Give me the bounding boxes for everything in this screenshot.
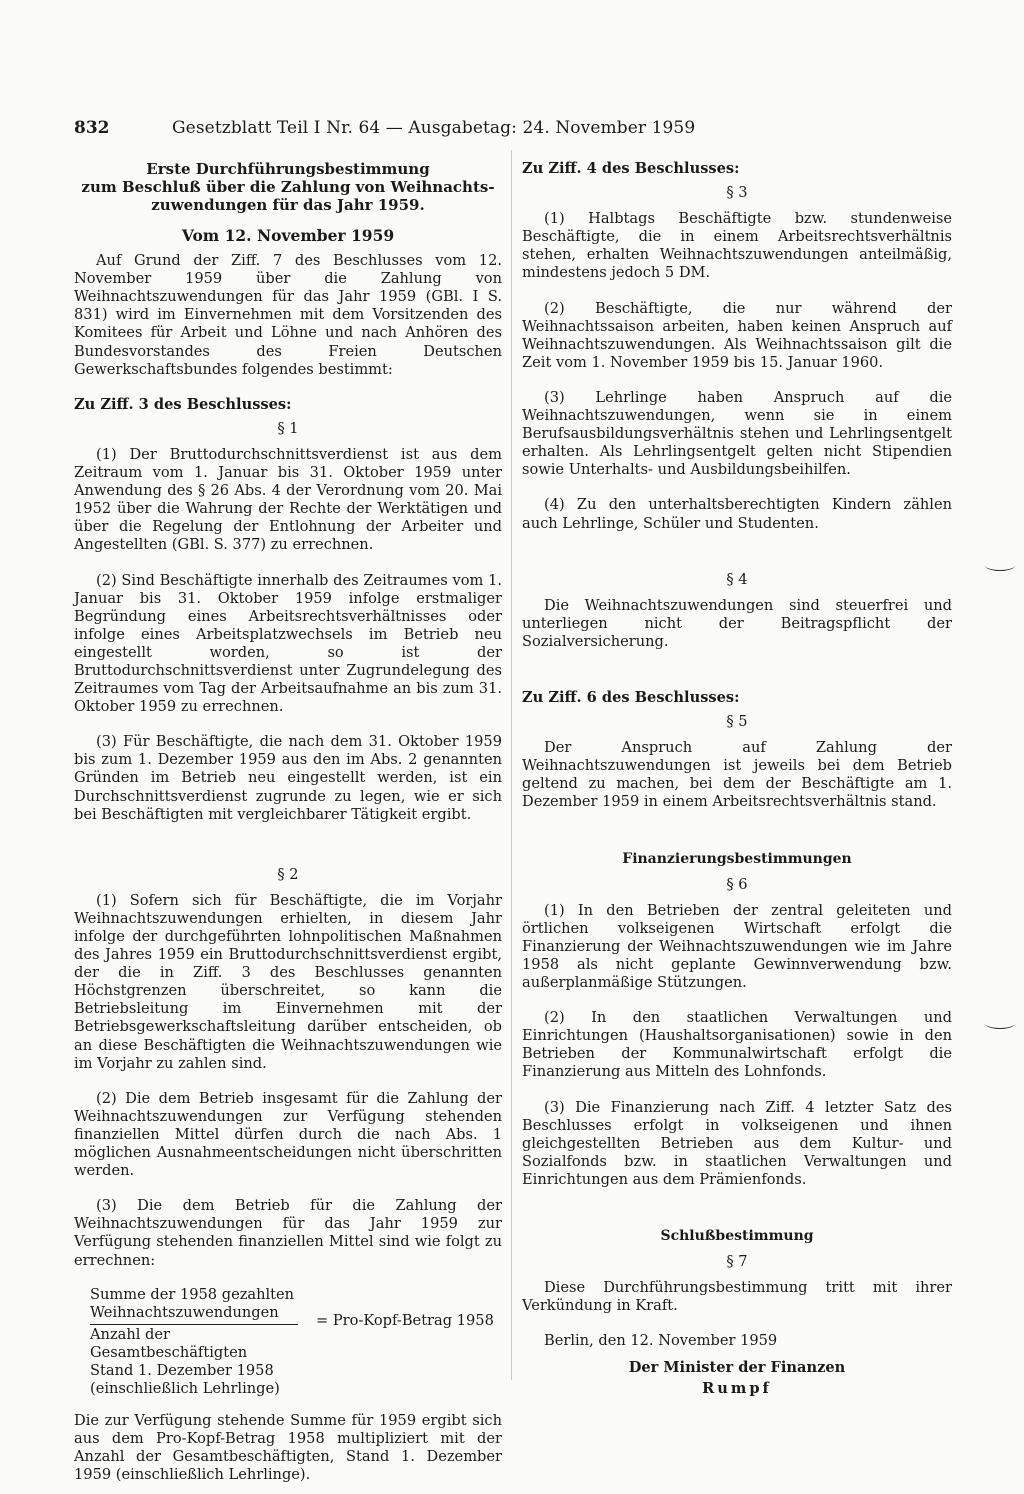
place-date: Berlin, den 12. November 1959 bbox=[544, 1332, 778, 1350]
s2-paragraph-3: (3) Die dem Betrieb für die Zahlung der Weihnachtszuwendungen für das Jahr 1959 zur Verfügung stehenden finanziellen Mittel sind wie folgt zu errechnen: bbox=[74, 1197, 502, 1269]
s5-paragraph-1: Der Anspruch auf Zahlung der Weihnachtszuwendungen ist jeweils bei dem Betrieb geltend zu machen, bei dem der Beschäftigte am 1. Dezember 1959 in einem Arbeitsrechtsverhältnis stand. bbox=[522, 739, 952, 811]
formula-line: Gesamtbeschäftigten bbox=[90, 1343, 248, 1361]
column-divider bbox=[511, 150, 512, 1380]
s3-paragraph-4: (4) Zu den unterhaltsberechtigten Kindern zählen auch Lehrlinge, Schüler und Studenten. bbox=[522, 496, 952, 532]
s7-paragraph-1: Diese Durchführungsbestimmung tritt mit ihrer Verkündung in Kraft. bbox=[522, 1279, 952, 1315]
s3-paragraph-2: (2) Beschäftigte, die nur während der Weihnachtssaison arbeiten, haben keinen Anspruch auf Weihnachtszuwendungen. Als Weihnachtssaison gilt die Zeit vom 1. November 1959 bis 15. Januar 1960. bbox=[522, 299, 952, 371]
signer-name: Rumpf bbox=[702, 1379, 772, 1397]
s2-paragraph-1: (1) Sofern sich für Beschäftigte, die im Vorjahr Weihnachtszuwendungen erhielten, in diesem Jahr infolge der durchgeführten lohnpolitischen Maßnahmen des Jahres 1959 ein Bruttodurchschnittsverdienst ergibt, der die in Ziff. 3 des Beschlusses genannten Höchstgrenzen überschreitet, so kann die Betriebsleitung im Einvernehmen mit der Betriebsgewerkschaftsleitung darüber entscheiden, ob an diese Beschäftigten die Weihnachtszuwendungen wie im Vorjahr zu zahlen sind. bbox=[74, 891, 502, 1072]
closing-paragraph: Die zur Verfügung stehende Summe für 1959 ergibt sich aus dem Pro-Kopf-Betrag 1958 multipliziert mit der Anzahl der Gesamtbeschäftigten, Stand 1. Dezember 1959 (einschließlich Lehrlinge). bbox=[74, 1411, 502, 1483]
section-heading-ziff6: Zu Ziff. 6 des Beschlusses: bbox=[522, 688, 740, 706]
s4-paragraph-1: Die Weihnachtszuwendungen sind steuerfrei und unterliegen nicht der Beitragspflicht der Sozialversicherung. bbox=[522, 596, 952, 650]
formula bbox=[90, 1286, 502, 1404]
formula-line: (einschließlich Lehrlinge) bbox=[90, 1379, 280, 1397]
title-line: zuwendungen für das Jahr 1959. bbox=[151, 196, 425, 214]
s6-paragraph-1: (1) In den Betrieben der zentral geleiteten und örtlichen volkseigenen Wirtschaft erfolgt die Finanzierung der Weihnachtszuwendungen wie im Jahre 1958 als nicht geplante Gewinnverwendung bzw. außerplanmäßige Stützungen. bbox=[522, 901, 952, 992]
heading-financing: Finanzierungsbestimmungen bbox=[622, 850, 852, 867]
margin-mark bbox=[985, 1018, 1015, 1029]
formula-denominator bbox=[90, 1326, 280, 1398]
left-column bbox=[74, 160, 502, 1484]
paragraph-sign-7: § 7 bbox=[726, 1253, 748, 1271]
section-heading-ziff3: Zu Ziff. 3 des Beschlusses: bbox=[74, 395, 292, 413]
running-title: Gesetzblatt Teil I Nr. 64 — Ausgabetag: 24. November 1959 bbox=[172, 118, 696, 138]
formula-numerator bbox=[90, 1286, 294, 1322]
paragraph-sign-1: § 1 bbox=[277, 419, 299, 437]
formula-line: Summe der 1958 gezahlten bbox=[90, 1285, 295, 1303]
paragraph-sign-2: § 2 bbox=[277, 865, 299, 883]
paragraph-sign-3: § 3 bbox=[726, 184, 748, 202]
s1-paragraph-2: (2) Sind Beschäftigte innerhalb des Zeitraumes vom 1. Januar bis 31. Oktober 1959 infolge erstmaliger Begründung eines Arbeitsrechtsverhältnisses oder infolge eines Arbeitsplatzwechsels im Betrieb neu eingestellt worden, so ist der Bruttodurchschnittsverdienst unter Zugrundelegung des Zeitraumes vom Tag der Arbeitsaufnahme an bis zum 31. Oktober 1959 zu errechnen. bbox=[74, 571, 502, 716]
s3-paragraph-1: (1) Halbtags Beschäftigte bzw. stundenweise Beschäftigte, die in einem Arbeitsrechtsverhältnis stehen, erhalten Weihnachtszuwendungen anteilmäßig, mindestens jedoch 5 DM. bbox=[522, 210, 952, 282]
page-number: 832 bbox=[74, 118, 110, 138]
formula-line: Anzahl der bbox=[90, 1325, 170, 1343]
title-line: Erste Durchführungsbestimmung bbox=[146, 160, 430, 178]
document-date: Vom 12. November 1959 bbox=[181, 226, 395, 245]
paragraph-sign-4: § 4 bbox=[726, 570, 748, 588]
section-heading-ziff4: Zu Ziff. 4 des Beschlusses: bbox=[522, 160, 740, 177]
document-title bbox=[74, 160, 502, 214]
right-column bbox=[522, 160, 952, 1398]
title-line: zum Beschluß über die Zahlung von Weihnachts- bbox=[81, 178, 495, 196]
s2-paragraph-2: (2) Die dem Betrieb insgesamt für die Zahlung der Weihnachtszuwendungen zur Verfügung stehenden finanziellen Mittel dürfen durch die nach Abs. 1 möglichen Ausnahmeentscheidungen nicht überschritten werden. bbox=[74, 1089, 502, 1180]
s6-paragraph-2: (2) In den staatlichen Verwaltungen und Einrichtungen (Haushaltsorganisationen) sowie in den Betrieben der Kommunalwirtschaft erfolgt die Finanzierung aus Mitteln des Lohnfonds. bbox=[522, 1009, 952, 1081]
s1-paragraph-1: (1) Der Bruttodurchschnittsverdienst ist aus dem Zeitraum vom 1. Januar bis 31. Oktober 1959 unter Anwendung des § 26 Abs. 4 der Verordnung vom 20. Mai 1952 über die Wahrung der Rechte der Werktätigen und über die Regelung der Entlohnung der Arbeiter und Angestellten (GBl. S. 377) zu errechnen. bbox=[74, 445, 502, 554]
paragraph-sign-6: § 6 bbox=[726, 875, 748, 893]
formula-line: Weihnachtszuwendungen bbox=[90, 1303, 279, 1321]
signer-title: Der Minister der Finanzen bbox=[628, 1358, 846, 1376]
paragraph-sign-5: § 5 bbox=[726, 713, 748, 731]
formula-line: Stand 1. Dezember 1958 bbox=[90, 1361, 274, 1379]
formula-result: = Pro-Kopf-Betrag 1958 bbox=[316, 1311, 494, 1329]
s6-paragraph-3: (3) Die Finanzierung nach Ziff. 4 letzter Satz des Beschlusses erfolgt in volkseigenen und ihnen gleichgestellten Betrieben aus dem Kultur- und Sozialfonds bzw. in staatlichen Verwaltungen und Einrichtungen aus dem Prämienfonds. bbox=[522, 1098, 952, 1188]
s3-paragraph-3: (3) Lehrlinge haben Anspruch auf die Weihnachtszuwendungen, wenn sie in einem Berufsausbildungsverhältnis stehen und Lehrlingsentgelt erhalten. Als Lehrlingsentgelt gelten nicht Stipendien sowie Unterhalts- und Ausbildungsbeihilfen. bbox=[522, 388, 952, 479]
fraction-bar bbox=[90, 1324, 298, 1325]
s1-paragraph-3: (3) Für Beschäftigte, die nach dem 31. Oktober 1959 bis zum 1. Dezember 1959 aus den im Abs. 2 genannten Gründen im Betrieb neu eingestellt werden, ist ein Durchschnittsverdienst zugrunde zu legen, wie er sich bei Beschäftigten mit vergleichbarer Tätigkeit ergibt. bbox=[74, 733, 502, 823]
heading-final-provision: Schlußbestimmung bbox=[660, 1228, 814, 1245]
margin-mark bbox=[985, 560, 1015, 571]
intro-paragraph: Auf Grund der Ziff. 7 des Beschlusses vom 12. November 1959 über die Zahlung von Weihnachtszuwendungen für das Jahr 1959 (GBl. I S. 831) wird im Einvernehmen mit dem Vorsitzenden des Komitees für Arbeit und Löhne und nach Anhören des Bundesvorstandes des Freien Deutschen Gewerkschaftsbundes folgendes bestimmt: bbox=[74, 252, 502, 378]
